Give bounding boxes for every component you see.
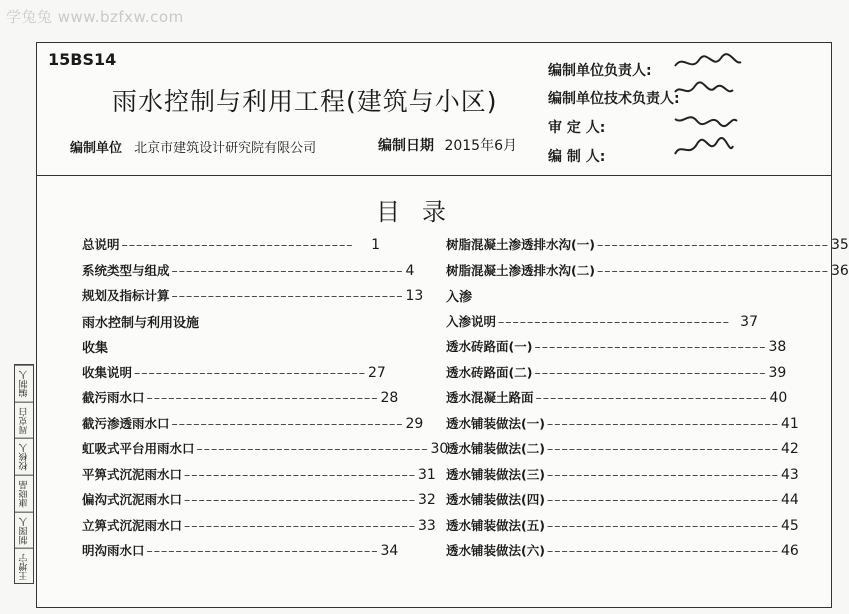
toc-leader: –––––––––––––––––––––––––––––––– [535, 390, 768, 405]
strip-cell: 编制人 [15, 365, 33, 402]
toc-leader: –––––––––––––––––––––––––––––––– [596, 237, 829, 252]
toc-title: 目录 [376, 198, 468, 226]
toc-entry-title: 偏沟式沉泥雨水口 [82, 492, 183, 507]
org-line [70, 137, 316, 156]
toc-entry-title: 透水铺装做法(五) [446, 517, 545, 533]
toc-entry-title: 透水铺装做法(三) [446, 466, 545, 482]
toc-entry-page: 41 [780, 415, 799, 432]
toc-entry-page: 40 [769, 390, 788, 406]
toc-leader: –––––––––––––––––––––––––––––––– [184, 492, 417, 507]
toc-entry[interactable] [446, 286, 758, 305]
toc-entry-title: 平箅式沉泥雨水口 [82, 466, 183, 482]
watermark: 学兔兔 www.bzfxw.com [6, 8, 184, 26]
toc-entry[interactable] [446, 465, 799, 483]
toc-entry-title: 规划及指标计算 [82, 288, 170, 303]
toc-entry[interactable] [82, 235, 380, 253]
toc-entry-title: 总说明 [82, 237, 120, 252]
toc-entry[interactable] [446, 337, 787, 355]
toc-entry-title: 透水铺装做法(一) [446, 415, 545, 431]
toc-entry-page: 28 [380, 390, 399, 406]
toc-entry[interactable] [446, 261, 849, 279]
toc-entry[interactable] [82, 414, 424, 432]
toc-entry-page: 34 [380, 543, 399, 559]
page-title: 雨水控制与利用工程(建筑与小区) [112, 87, 498, 116]
toc-entry[interactable] [82, 337, 380, 356]
toc-leader: –––––––––––––––––––––––––––––––– [184, 517, 417, 533]
toc-entry[interactable] [446, 439, 799, 457]
strip-cell: 康晓晶 [15, 475, 33, 512]
toc-entry-title: 透水铺装做法(二) [446, 441, 545, 456]
toc-entry-title: 入渗 [446, 290, 473, 305]
toc-entry-page: 32 [418, 492, 436, 508]
toc-entry-page: 36 [830, 262, 849, 279]
toc-leader: –––––––––––––––––––––––––––––––– [171, 288, 404, 303]
toc-entry-page: 38 [768, 339, 787, 355]
toc-leader: –––––––––––––––––––––––––––––––– [171, 262, 404, 278]
toc-entry-title: 收集 [82, 341, 109, 356]
date-line [378, 135, 517, 155]
toc-leader: –––––––––––––––––––––––––––––––– [546, 517, 779, 533]
strip-cell: 制图人 [15, 512, 33, 549]
toc-entry-title: 入渗说明 [446, 313, 497, 329]
toc-entry-page: 35 [830, 237, 849, 253]
toc-entry[interactable] [446, 312, 758, 330]
toc-entry-title: 明沟雨水口 [82, 543, 145, 558]
responsibility-label: 审 定 人: [548, 120, 606, 136]
toc-entry-page: 29 [405, 415, 424, 432]
toc-entry[interactable] [446, 541, 799, 559]
toc-entry-page: 13 [405, 288, 424, 304]
toc-entry-title: 雨水控制与利用设施 [82, 315, 200, 331]
toc-entry-title: 截污渗透雨水口 [82, 415, 170, 431]
toc-leader: –––––––––––––––––––––––––––––––– [546, 415, 779, 431]
toc-leader: –––––––––––––––––––––––––––––––– [171, 415, 404, 431]
toc-entry[interactable] [82, 261, 415, 279]
signature-strip [14, 364, 34, 584]
toc-entry[interactable] [82, 363, 386, 381]
toc-leader: –––––––––––––––––––––––––––––––– [546, 543, 779, 558]
toc-leader: –––––––––––––––––––––––––––––––– [534, 339, 767, 354]
toc-entry[interactable] [446, 388, 788, 406]
responsibility-label: 编 制 人: [548, 149, 606, 165]
toc-entry[interactable] [82, 388, 399, 406]
toc-leader: –––––––––––––––––––––––––––––––– [546, 492, 779, 507]
date-value: 2015年6月 [444, 138, 517, 154]
responsibility-line [548, 88, 680, 108]
handwritten-signature [673, 109, 743, 133]
toc-entry-page: 37 [740, 313, 758, 330]
toc-leader: –––––––––––––––––––––––––––––––– [546, 441, 779, 456]
toc-entry-page: 43 [780, 466, 799, 483]
responsibility-line [548, 60, 652, 80]
toc-entry-title: 树脂混凝土渗透排水沟(二) [446, 262, 595, 278]
toc-entry[interactable] [446, 235, 849, 253]
toc-entry-title: 树脂混凝土渗透排水沟(一) [446, 237, 595, 252]
toc-entry-page: 44 [780, 492, 799, 508]
toc-entry-title: 虹吸式平台用雨水口 [82, 441, 195, 456]
toc-entry-page: 30 [430, 441, 449, 457]
toc-entry-title: 透水砖路面(一) [446, 339, 533, 354]
header-divider [36, 175, 832, 176]
toc-leader: –––––––––––––––––––––––––––––––– [121, 237, 354, 252]
toc-entry[interactable] [82, 541, 399, 559]
toc-entry-page: 39 [768, 364, 787, 381]
atlas-code: 15BS14 [48, 50, 117, 69]
responsibility-label: 编制单位技术负责人: [548, 91, 680, 107]
strip-cell: 校核人 [15, 438, 33, 475]
toc-entry-title: 透水砖路面(二) [446, 364, 533, 380]
toc-entry-title: 收集说明 [82, 364, 133, 380]
toc-entry-page: 33 [418, 517, 436, 534]
toc-entry[interactable] [446, 414, 799, 432]
toc-leader: –––––––––––––––––––––––––––––––– [146, 543, 379, 558]
toc-entry-title: 立箅式沉泥雨水口 [82, 517, 183, 533]
toc-entry[interactable] [82, 312, 380, 331]
handwritten-signature [673, 52, 743, 76]
toc-entry-title: 透水混凝土路面 [446, 390, 534, 405]
toc-leader: –––––––––––––––––––––––––––––––– [184, 466, 417, 482]
toc-entry[interactable] [82, 516, 436, 534]
toc-leader: –––––––––––––––––––––––––––––––– [498, 313, 731, 329]
toc-leader: –––––––––––––––––––––––––––––––– [196, 441, 429, 456]
responsibility-label: 编制单位负责人: [548, 63, 652, 79]
handwritten-signature [673, 138, 743, 162]
strip-cell: 周克白 [15, 402, 33, 439]
toc-leader: –––––––––––––––––––––––––––––––– [134, 364, 367, 380]
toc-entry-title: 系统类型与组成 [82, 262, 170, 278]
org-value: 北京市建筑设计研究院有限公司 [134, 141, 317, 156]
toc-entry[interactable] [82, 439, 449, 457]
responsibility-line [548, 117, 605, 137]
toc-entry-page: 27 [368, 364, 386, 381]
toc-entry[interactable] [82, 465, 436, 483]
responsibility-line [548, 146, 605, 166]
toc-entry-title: 透水铺装做法(六) [446, 543, 545, 558]
org-label: 编制单位 [70, 141, 123, 156]
toc-entry-page: 45 [780, 517, 799, 534]
toc-leader: –––––––––––––––––––––––––––––––– [596, 262, 829, 278]
toc-entry-page: 42 [780, 441, 799, 457]
toc-entry[interactable] [82, 490, 436, 508]
toc-entry-page: 31 [418, 466, 436, 483]
toc-entry[interactable] [446, 490, 799, 508]
toc-entry-title: 透水铺装做法(四) [446, 492, 545, 507]
toc-entry[interactable] [446, 516, 799, 534]
toc-entry[interactable] [82, 286, 424, 304]
toc-entry-page: 4 [405, 262, 415, 279]
toc-leader: –––––––––––––––––––––––––––––––– [534, 364, 767, 380]
handwritten-signature [673, 80, 743, 104]
strip-cell: 王增宁 [15, 548, 33, 585]
toc-leader: –––––––––––––––––––––––––––––––– [146, 390, 379, 405]
toc-entry-title: 截污雨水口 [82, 390, 145, 405]
toc-entry[interactable] [446, 363, 787, 381]
toc-leader: –––––––––––––––––––––––––––––––– [546, 466, 779, 482]
toc-entry-page: 1 [371, 237, 380, 253]
toc-entry-page: 46 [780, 543, 799, 559]
date-label: 编制日期 [378, 138, 434, 154]
